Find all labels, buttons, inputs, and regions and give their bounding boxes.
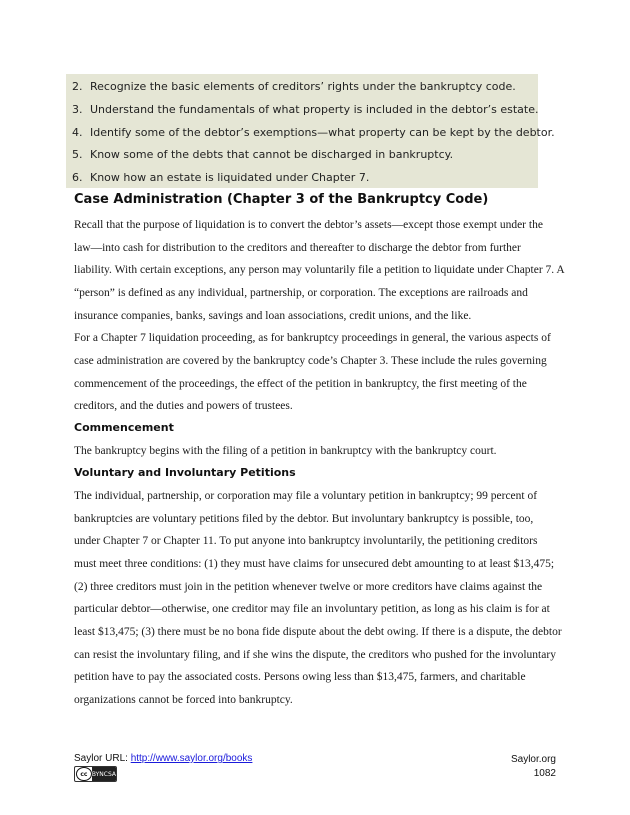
objective-item: 5. Know some of the debts that cannot be discharged in bankruptcy. (72, 148, 454, 161)
paragraph-line: bankruptcies are voluntary petitions filed by the debtor. But involuntary bankruptcy is possible, too, (74, 513, 534, 525)
section-heading: Case Administration (Chapter 3 of the Bankruptcy Code) (74, 192, 489, 207)
paragraph-line: organizations cannot be forced into bankruptcy. (74, 694, 293, 706)
creative-commons-badge (74, 766, 117, 782)
paragraph-line: Recall that the purpose of liquidation is to convert the debtor’s assets—except those exempt under the (74, 219, 543, 231)
paragraph-line: “person” is defined as any individual, partnership, or corporation. The exceptions are railroads and (74, 287, 528, 299)
footer-site: Saylor.org (510, 754, 556, 765)
learning-objectives-box (66, 74, 555, 188)
paragraph-line: must meet three conditions: (1) they must have claims for unsecured debt amounting to at least $13,475; (74, 558, 555, 570)
paragraph-line: insurance companies, banks, savings and loan associations, credit unions, and the like. (74, 310, 472, 322)
objective-item: 2. Recognize the basic elements of creditors’ rights under the bankruptcy code. (72, 80, 516, 93)
footer-url-label: Saylor URL: (74, 753, 128, 764)
paragraph-line: least $13,475; (3) there must be no bona fide dispute about the debt owing. If there is a dispute, the debtor (74, 626, 562, 638)
saylor-books-link[interactable]: http://www.saylor.org/books (130, 753, 253, 764)
paragraph-line: petition have to pay the associated costs. Persons owing less than $13,475, farmers, and charitable (74, 671, 526, 683)
paragraph-line: particular debtor—otherwise, one creditor may file an involuntary petition, as long as his claim is for at (74, 603, 550, 615)
subheading-petitions: Voluntary and Involuntary Petitions (74, 466, 296, 479)
nc-icon: NC (99, 770, 108, 778)
paragraph-line: law—into cash for distribution to the creditors and thereafter to discharge the debtor from further (74, 242, 521, 254)
objective-item: 4. Identify some of the debtor’s exemptions—what property can be kept by the debtor. (72, 126, 555, 139)
paragraph-line: The bankruptcy begins with the filing of a petition in bankruptcy with the bankruptcy court. (74, 445, 497, 457)
paragraph-line: (2) three creditors must join in the petition whenever twelve or more creditors have claims against the (74, 581, 543, 593)
paragraph-line: can resist the involuntary filing, and if she wins the dispute, the creditors who pushed for the involuntary (74, 649, 556, 661)
paragraph-line: under Chapter 7 or Chapter 11. To put anyone into bankruptcy involuntarily, the petitioning creditors (74, 535, 538, 547)
subheading-commencement: Commencement (74, 421, 174, 434)
paragraph-line: liability. With certain exceptions, any person may voluntarily file a petition to liquidate under Chapter 7. A (74, 264, 565, 276)
footer-source (74, 753, 252, 764)
footer-page-info (511, 753, 556, 781)
objective-item: 3. Understand the fundamentals of what property is included in the debtor’s estate. (72, 103, 539, 116)
paragraph-line: creditors, and the duties and powers of trustees. (74, 400, 293, 412)
cc-icon: cc (76, 767, 92, 781)
paragraph-line: case administration are covered by the bankruptcy code’s Chapter 3. These include the rules governing (74, 355, 547, 367)
paragraph-line: For a Chapter 7 liquidation proceeding, as for bankruptcy proceedings in general, the various aspects of (74, 332, 551, 344)
objective-item: 6. Know how an estate is liquidated under Chapter 7. (72, 171, 370, 184)
page-number: 1082 (533, 768, 556, 779)
sa-icon: SA (107, 770, 116, 778)
paragraph-line: The individual, partnership, or corporation may file a voluntary petition in bankruptcy; 99 percent of (74, 490, 538, 502)
paragraph-line: commencement of the proceedings, the effect of the petition in bankruptcy, the first meeting of the (74, 378, 527, 390)
by-icon: BY (91, 770, 100, 778)
